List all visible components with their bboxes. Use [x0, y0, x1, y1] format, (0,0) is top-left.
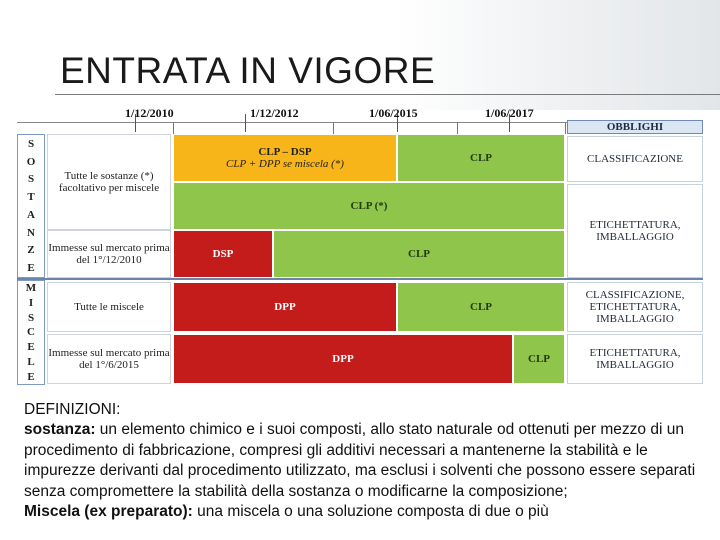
cell-clp-r3: CLP	[273, 230, 565, 278]
cell-clp-r4: CLP	[397, 282, 565, 332]
side-letter: C	[27, 326, 35, 339]
obligation-classification: CLASSIFICAZIONE	[567, 136, 703, 182]
cell-clp-r1: CLP	[397, 134, 565, 182]
side-letter: L	[27, 355, 35, 368]
date-label: 1/12/2010	[125, 106, 174, 120]
side-letter: A	[27, 208, 35, 221]
obligation-labelling: ETICHETTATURA, IMBALLAGGIO	[567, 184, 703, 278]
row-label-mixtures-before-2015: Immesse sul mercato prima del 1°/6/2015	[47, 334, 171, 384]
side-label-miscele	[17, 280, 45, 385]
side-letter: E	[27, 262, 35, 275]
definition-miscela-term: Miscela (ex preparato):	[24, 503, 193, 521]
cell-clp-dsp	[173, 134, 397, 182]
cell-clp-dsp-line2: CLP + DPP se miscela (*)	[226, 158, 344, 170]
date-label: 1/06/2015	[369, 106, 418, 120]
definition-sostanza-term: sostanza:	[24, 421, 96, 439]
cell-clp-optional: CLP (*)	[173, 182, 565, 230]
cell-dpp-r5: DPP	[173, 334, 513, 384]
side-letter: S	[27, 173, 35, 186]
obligation-labelling-mixtures: ETICHETTATURA, IMBALLAGGIO	[567, 334, 703, 384]
definition-miscela-text: una miscela o una soluzione composta di due o più	[192, 503, 549, 521]
cell-clp-dsp-line1: CLP – DSP	[258, 145, 312, 158]
minor-tick	[173, 122, 174, 134]
title-underline	[55, 94, 720, 95]
cell-clp-r5: CLP	[513, 334, 565, 384]
obligations-header: OBBLIGHI	[567, 120, 703, 134]
side-letter: N	[27, 226, 35, 239]
date-label: 1/06/2017	[485, 106, 534, 120]
row-label-substances-before-2010: Immesse sul mercato prima del 1°/12/2010	[47, 230, 171, 278]
side-letter: S	[27, 311, 35, 324]
definitions-heading: DEFINIZIONI:	[24, 401, 121, 418]
definition-sostanza	[24, 420, 704, 502]
slide-title: ENTRATA IN VIGORE	[60, 50, 436, 91]
cell-dsp: DSP	[173, 230, 273, 278]
date-label: 1/12/2012	[250, 106, 299, 120]
side-letter: I	[28, 297, 34, 310]
definitions-text	[24, 400, 704, 523]
side-letter: T	[27, 191, 35, 204]
definition-miscela	[24, 502, 704, 522]
section-separator	[17, 278, 703, 280]
side-letter: O	[26, 155, 36, 168]
timeline-table	[17, 100, 703, 385]
tick-2012	[245, 114, 246, 132]
minor-tick	[457, 122, 458, 134]
obligation-classification-labelling: CLASSIFICAZIONE, ETICHETTATURA, IMBALLAGGIO	[567, 282, 703, 332]
side-letter: E	[27, 341, 35, 354]
side-letter: Z	[27, 244, 35, 257]
definition-sostanza-text: un elemento chimico e i suoi composti, allo stato naturale od ottenuti per mezzo di un procedimento di fabbricazione, compresi gli additivi necessari a mantenerne la stabilità e le impurezze derivanti dal procedimento utilizzato, ma esclusi i solventi che possono essere separati senza compromettere la stabilità della sostanza o modificarne la composizione;	[24, 421, 696, 500]
minor-tick	[565, 122, 566, 134]
cell-dpp-r4: DPP	[173, 282, 397, 332]
row-label-all-substances: Tutte le sostanze (*) facoltativo per miscele	[47, 134, 171, 230]
side-letter: M	[25, 282, 37, 295]
minor-tick	[333, 122, 334, 134]
side-letter: S	[27, 137, 35, 150]
side-label-sostanze	[17, 134, 45, 278]
side-letter: E	[27, 370, 35, 383]
row-label-all-mixtures: Tutte le miscele	[47, 282, 171, 332]
